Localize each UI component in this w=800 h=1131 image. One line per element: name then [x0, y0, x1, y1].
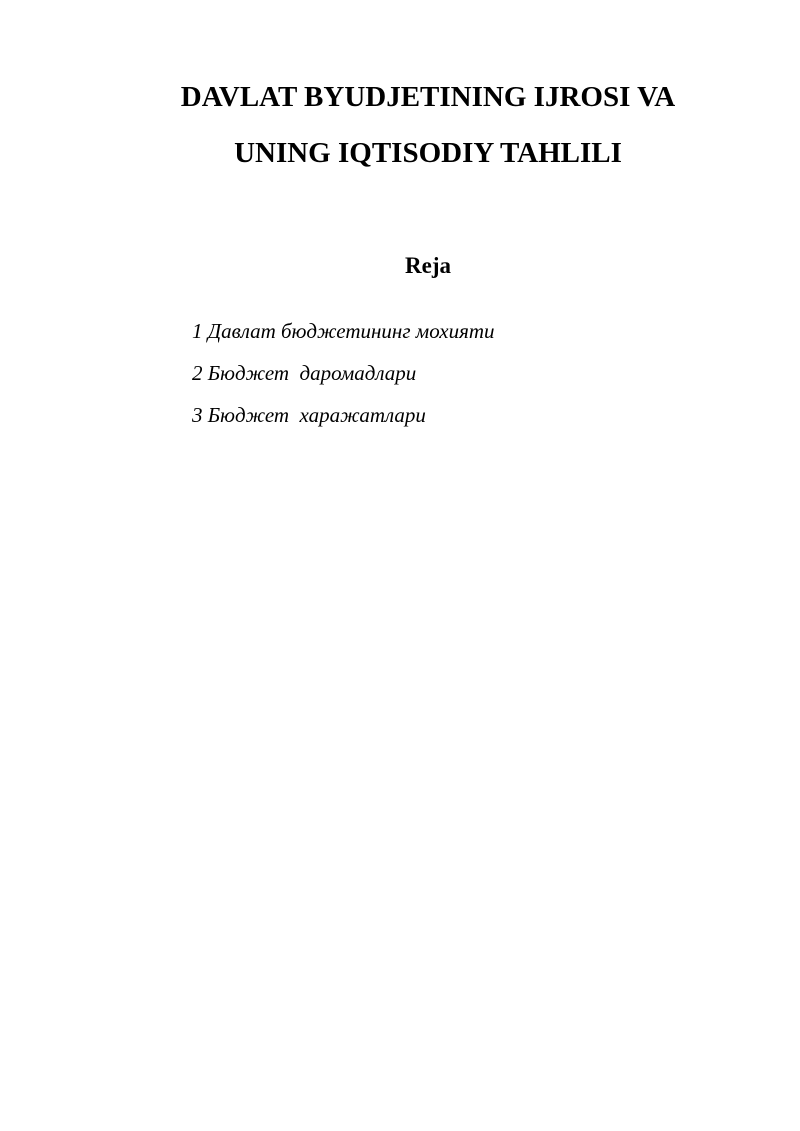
plan-item-2: 2 Бюджет даромадлари	[192, 361, 417, 385]
document-title-line-1: DAVLAT BYUDJETINING IJROSI VA	[180, 81, 676, 113]
plan-item-1: 1 Давлат бюджетининг мохияти	[192, 319, 495, 343]
plan-list	[192, 317, 495, 443]
plan-item-3: 3 Бюджет харажатлари	[192, 403, 426, 427]
document-title-line-2: UNING IQTISODIY TAHLILI	[234, 137, 622, 169]
plan-heading: Reja	[405, 253, 451, 278]
